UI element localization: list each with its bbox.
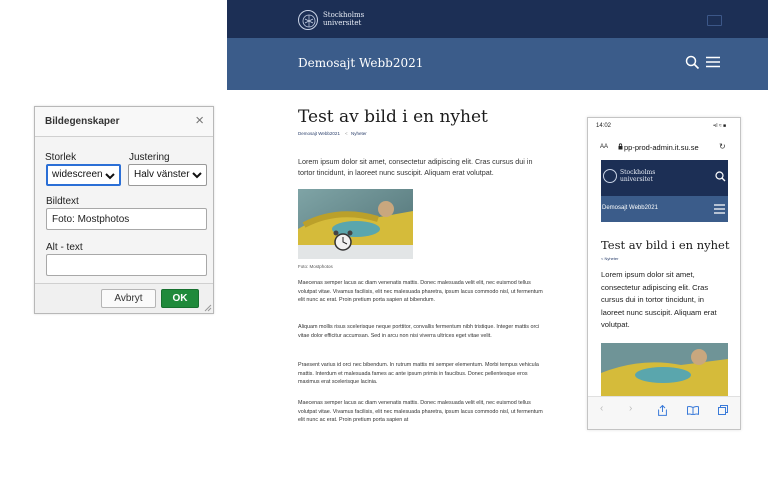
breadcrumb-current-link[interactable]: Nyheter [351,131,367,136]
article-title: Test av bild i en nyhet [298,107,488,127]
article-paragraph: Aliquam mollis risus scelerisque neque porttitor, convallis fermentum nibh tristique. Integer mattis orci vitae dolor efficitur accumsan. Sed in arcu non nisi viverra ultrices eget vitae velit. [298,324,540,339]
image-caption: Foto: Mostphotos [298,264,333,269]
logo-line-2: universitet [620,176,653,183]
site-top-bar [227,0,768,38]
reader-aa-button[interactable]: AA [600,144,609,150]
article-paragraph: Praesent varius id orci nec bibendum. In rutrum mattis mi semper elementum. Morbi tempus vehicula mattis. Interdum et malesuada fames ac ante ipsum primis in faucibus. Donec pellentesque eros maximus erat scelerisque lacinia. [298,362,539,385]
resize-grip-icon[interactable] [204,304,212,312]
site-header-band [227,38,768,90]
close-icon[interactable]: × [195,112,204,129]
chevron-down-icon [191,169,203,181]
alignment-label: Justering [129,152,170,163]
cancel-button[interactable]: Avbryt [101,289,156,308]
status-icons: •ıl ≈ ■ [713,123,726,129]
hamburger-menu-icon[interactable] [714,204,725,214]
alignment-select-value: Halv vänster [134,169,190,180]
dialog-header [35,107,213,137]
breadcrumb-separator: < [345,131,348,136]
size-select[interactable] [46,164,121,186]
reload-icon[interactable]: ↻ [719,142,726,151]
chevron-right-icon[interactable]: › [629,403,633,414]
chevron-left-icon[interactable]: ‹ [600,403,604,414]
search-icon[interactable] [685,55,700,70]
chevron-down-icon [104,170,116,182]
dialog-footer [35,283,213,313]
news-image [298,189,413,259]
article-lead: Lorem ipsum dolor sit amet, consectetur adipiscing elit. Cras cursus dui in tortor tincidunt, in laoreet nunc suscipit. Aliquam erat volutpat. [298,157,533,177]
bookmarks-icon[interactable] [687,406,699,415]
caption-label: Bildtext [46,196,79,207]
search-icon[interactable] [715,171,726,182]
caption-input[interactable]: Foto: Mostphotos [46,208,207,230]
university-logo-text[interactable] [323,11,364,27]
phone-site-header-band [601,196,728,222]
alignment-select[interactable] [128,164,207,186]
breadcrumb[interactable]: < Nyheter [601,256,619,261]
phone-preview [587,117,741,430]
hamburger-menu-icon[interactable] [706,56,720,68]
alt-text-input[interactable] [46,254,207,276]
breadcrumb-home-link[interactable]: Demosajt Webb2021 [298,131,340,136]
university-logo-icon[interactable] [298,10,318,30]
logo-line-1: Stockholms [323,11,365,19]
site-name[interactable]: Demosajt Webb2021 [602,205,658,211]
address-bar[interactable]: pp-prod-admin.it.su.se [624,143,699,152]
alt-text-label: Alt - text [46,242,83,253]
article-title: Test av bild i en nyhet [601,238,730,252]
logo-line-1: Stockholms [620,169,656,176]
university-logo-text[interactable] [620,169,655,183]
browser-toolbar [588,396,741,430]
logo-line-2: universitet [323,19,362,27]
status-time: 14:02 [596,123,612,129]
university-logo-icon[interactable] [603,169,617,183]
dialog-title: Bildegenskaper [45,116,120,127]
lock-icon [618,143,623,150]
tabs-icon[interactable] [718,405,728,415]
size-select-value: widescreen [52,169,103,180]
news-image [601,343,728,396]
article-lead: Lorem ipsum dolor sit amet, consectetur adipiscing elit. Cras cursus dui in tortor tincidunt, in laoreet nunc suscipit. Aliquam erat volutpat. [601,270,717,329]
phone-site-top-bar [601,160,728,196]
size-label: Storlek [45,152,77,163]
ok-button[interactable]: OK [161,289,199,308]
image-properties-dialog [34,106,214,314]
share-icon[interactable] [658,405,667,416]
article-paragraph: Maecenas semper lacus ac diam venenatis mattis. Donec malesuada velit elit, nec euismod tellus volutpat vitae. Vivamus facilisis, elit nec malesuada pharetra, ipsum lacus commodo nisl, ut fermentum elit nunc ac erat. Proin pretium porta sapien at bibendum. [298,280,543,303]
site-name[interactable]: Demosajt Webb2021 [298,56,424,70]
article-paragraph: Maecenas semper lacus ac diam venenatis mattis. Donec malesuada velit elit, nec euismod tellus volutpat vitae. Vivamus facilisis, elit nec malesuada pharetra, ipsum lacus commodo nisl, ut fermentum elit nunc ac erat. Proin pretium porta sapien at [298,400,543,423]
top-menu-icon[interactable] [707,15,722,26]
